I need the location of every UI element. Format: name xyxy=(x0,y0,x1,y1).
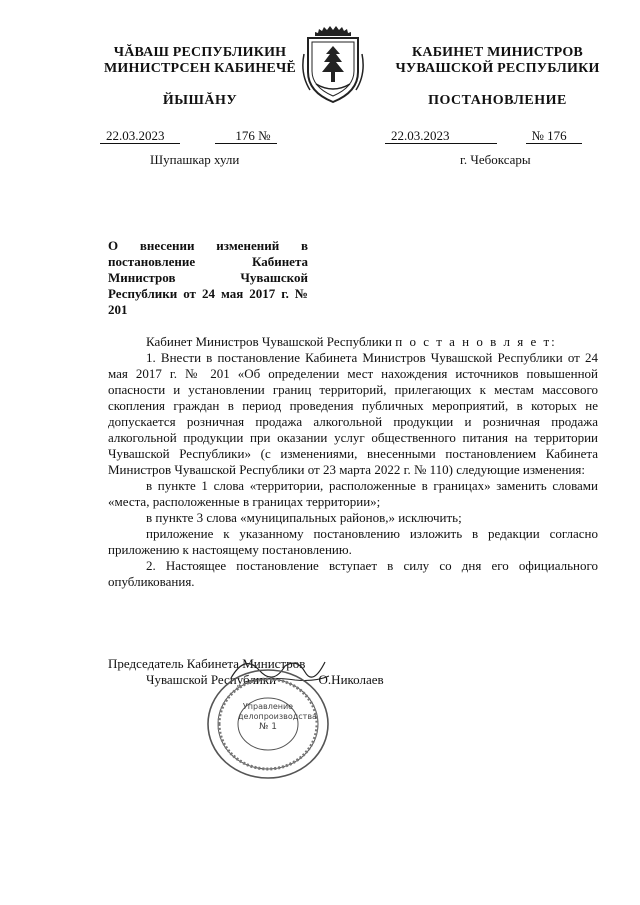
emblem-icon xyxy=(300,24,366,108)
stamp-line2: делопроизводства xyxy=(238,712,317,721)
signature-name: О.Николаев xyxy=(318,672,384,687)
stamp-line3: № 1 xyxy=(259,722,277,732)
intro-verb: п о с т а н о в л я е т: xyxy=(395,334,557,349)
header-left-doctype: ЙЫШĂНУ xyxy=(162,93,238,108)
paragraph-5: 2. Настоящее постановление вступает в силу со дня его официального опубликования. xyxy=(108,558,598,589)
paragraph-2: в пункте 1 слова «территории, расположенные в границах» заменить словами «места, расположенные в границах территории»; xyxy=(108,478,598,509)
left-number: 176 № xyxy=(215,129,277,144)
right-date-row xyxy=(385,128,582,144)
right-number: № 176 xyxy=(526,129,582,144)
document-title: О внесении изменений в постановление Кабинета Министров Чувашской Республики от 24 мая 2017 г. № 201 xyxy=(108,238,308,317)
header-right-org xyxy=(390,45,605,77)
paragraph-4: приложение к указанному постановлению изложить в редакции согласно приложению к настоящему постановлению. xyxy=(108,526,598,557)
header-left-line2: МИНИСТРСЕН КАБИНЕЧĔ xyxy=(104,61,296,76)
signature-line1: Председатель Кабинета Министров xyxy=(108,656,306,671)
header-right-line2: ЧУВАШСКОЙ РЕСПУБЛИКИ xyxy=(395,61,600,76)
header-left-org xyxy=(95,45,305,77)
header-right-doctype: ПОСТАНОВЛЕНИЕ xyxy=(428,93,567,108)
header-right-line1: КАБИНЕТ МИНИСТРОВ xyxy=(412,45,583,60)
official-stamp xyxy=(205,668,331,780)
left-date: 22.03.2023 xyxy=(100,129,180,144)
intro-paragraph xyxy=(108,334,598,350)
paragraph-1: 1. Внести в постановление Кабинета Министров Чувашской Республики от 24 мая 2017 г. № 201 «Об определении мест нахождения источников повышенной опасности и установлении границ территорий, прилегающих к местам массового скопления граждан в период проведения публичных мероприятий, в которых не допускается розничная продажа алкогольной продукции и розничная продажа алкогольной продукции при оказании услуг общественного питания на территории Чувашской Республики» (с изменениями, внесенными постановлением Кабинета Министров Чувашской Республики от 23 марта 2022 г. № 110) следующие изменения: xyxy=(108,350,598,477)
paragraph-3: в пункте 3 слова «муниципальных районов,» исключить; xyxy=(146,510,462,525)
header-left-line1: ЧĂВАШ РЕСПУБЛИКИН xyxy=(113,45,287,60)
right-city: г. Чебоксары xyxy=(460,152,531,167)
left-city: Шупашкар хули xyxy=(150,152,240,167)
signature-block xyxy=(108,656,598,688)
signature-line2-row xyxy=(108,672,598,688)
right-date: 22.03.2023 xyxy=(385,129,497,144)
intro-subject: Кабинет Министров Чувашской Республики xyxy=(146,334,392,349)
left-date-row xyxy=(100,128,277,144)
document-body xyxy=(108,334,598,590)
stamp-center xyxy=(238,702,317,732)
signature-line2: Чувашской Республики xyxy=(146,672,277,687)
stamp-line1: Управление xyxy=(242,702,294,711)
